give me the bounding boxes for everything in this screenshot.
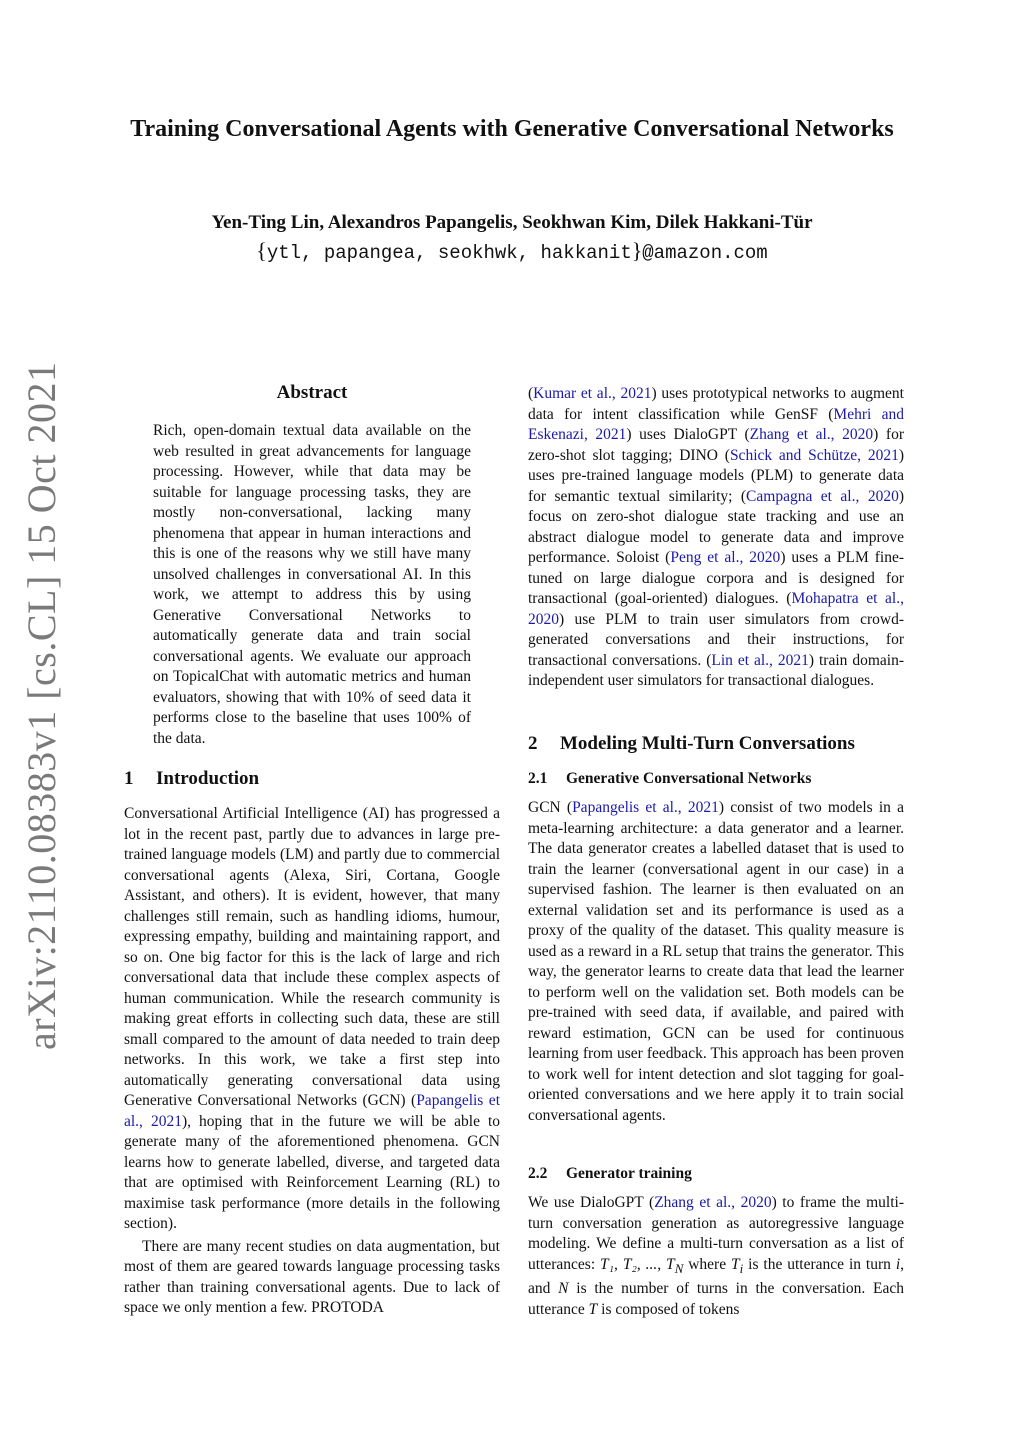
gen-lead: We use DialoGPT ( bbox=[528, 1194, 655, 1211]
citation-link[interactable]: Papangelis et al., 2021 bbox=[124, 1092, 500, 1130]
gcn-paragraph bbox=[528, 798, 904, 1126]
email-domain: @amazon.com bbox=[642, 242, 768, 264]
gen-math-sub: N bbox=[674, 1260, 684, 1276]
related-text: ) use PLM to train user simulators from crowd-generated conversations and their instructions, for transactional conversations. ( bbox=[528, 610, 904, 669]
gen-math: T bbox=[731, 1255, 740, 1273]
related-text: ) train domain-independent user simulators for transactional dialogues. bbox=[528, 651, 904, 689]
gen-text: is composed of tokens bbox=[597, 1300, 740, 1318]
related-work-body bbox=[528, 384, 904, 692]
email-open-brace: { bbox=[256, 238, 267, 263]
citation-link[interactable]: Mohapatra et al., 2020 bbox=[528, 590, 904, 628]
email-close-brace: } bbox=[631, 238, 643, 263]
gen-math: i bbox=[895, 1255, 901, 1273]
intro-number: 1 bbox=[124, 768, 134, 789]
subsection-2-1-number: 2.1 bbox=[528, 770, 548, 787]
gen-text: where bbox=[683, 1255, 731, 1273]
subsection-2-2-title: Generator training bbox=[566, 1165, 692, 1182]
gcn-text: ) consist of two models in a meta-learning architecture: a data generator and a learner. The data generator creates a labelled dataset that is used to train the learner (conversational agent in our case) in a supervised fashion. The learner is then evaluated on an external validation set and its performance is used as a proxy of the quality of the dataset. This quality measure is used as a reward in a RL setup that trains the generator. This way, the generator learns to create data that lead the learner to perform well on the validation set. Both models can be pre-trained with seed data, if available, and paired with reward estimation, GCN can be used for continuous learning from user feedback. This approach has been proven to work well for intent detection and slot tagging for goal-oriented conversations and we here apply it to train social conversational agents. bbox=[528, 799, 904, 1124]
citation-link[interactable]: Campagna et al., 2020 bbox=[746, 487, 899, 505]
author-emails bbox=[80, 238, 944, 264]
intro-p1-text-b: ), hoping that in the future we will be able to generate many of the aforementioned phenomena. GCN learns how to generate labelled, diverse, and targeted data that are optimised with Reinforcement Learning (RL) to maximise task performance (more details in the following section). bbox=[124, 1112, 501, 1232]
related-paragraph: (Kumar et al., 2021) uses prototypical networks to augment data for intent classification while GenSF (Mehri and Eskenazi, 2021) uses DialoGPT (Zhang et al., 2020) for zero-shot slot tagging; DINO (Schick and Schütze, 2021) uses pre-trained language models (PLM) to generate data for semantic textual similarity; (Campagna et al., 2020) focus on zero-shot dialogue state tracking and use an abstract dialogue model to generate data and improve performance. Soloist (Peng et al., 2020) uses a PLM fine-tuned on large dialogue corpora and is designed for transactional (goal-oriented) dialogues. (Mohapatra et al., 2020) use PLM to train user simulators from crowd-generated conversations and their instructions, for transactional conversations. (Lin et al., 2021) train domain-independent user simulators for transactional dialogues. bbox=[528, 385, 904, 689]
section-2-title: Modeling Multi-Turn Conversations bbox=[560, 733, 855, 754]
gen-text: is the number of turns in the conversation. Each utterance bbox=[528, 1280, 904, 1318]
intro-p1-text-a: Conversational Artificial Intelligence (AI) has progressed a lot in the recent past, partly due to advances in large pre-trained language models (LM) and partly due to commercial conversational agents (Alexa, Siri, Cortana, Google Assistant, and others). It is evident, however, that many challenges still remain, such as handling idioms, humour, expressing empathy, building and maintaining rapport, and so on. One big factor for this is the lack of large and rich conversational data that include these complex aspects of human communication. While the research community is making great efforts in collecting such data, these are still small compared to the amount of data needed to train deep networks. In this work, we take a first step into automatically generating conversational data using Generative Conversational Networks (GCN) ( bbox=[124, 805, 500, 1109]
author-list: Yen-Ting Lin, Alexandros Papangelis, Seokhwan Kim, Dilek Hakkani-Tür bbox=[211, 212, 813, 233]
related-text: ) for zero-shot slot tagging; DINO ( bbox=[528, 426, 904, 464]
gen-math: T₁, T₂, ..., T bbox=[600, 1255, 675, 1273]
intro-title: Introduction bbox=[156, 768, 260, 789]
section-2-heading bbox=[528, 733, 855, 755]
arxiv-identifier: arXiv:2110.08383v1 [cs.CL] 15 Oct 2021 bbox=[19, 361, 64, 1050]
intro-paragraph-2: There are many recent studies on data augmentation, but most of them are geared towards language processing tasks rather than training conversational agents. Due to lack of space we only mention a few. PROTODA bbox=[124, 1237, 500, 1316]
related-text: ) uses a PLM fine-tuned on large dialogue corpora and is designed for transactional (goal-oriented) dialogues. ( bbox=[528, 549, 904, 607]
related-text: ) uses DialoGPT ( bbox=[626, 426, 750, 443]
gen-text: ) to frame the multi-turn conversation generation as autoregressive language modeling. We define a multi-turn conversation as a list of utterances: bbox=[528, 1194, 904, 1273]
gen-math: T bbox=[588, 1300, 598, 1318]
citation-link[interactable]: Lin et al., 2021 bbox=[711, 651, 809, 669]
generator-body bbox=[528, 1193, 904, 1320]
gen-math-sub: i bbox=[739, 1260, 744, 1276]
subsection-2-1-title: Generative Conversational Networks bbox=[566, 770, 812, 787]
intro-paragraph-1 bbox=[124, 804, 500, 1235]
citation-link[interactable]: Schick and Schütze, 2021 bbox=[729, 446, 899, 464]
gcn-lead: GCN ( bbox=[528, 799, 573, 816]
subsection-2-1-heading bbox=[528, 770, 811, 788]
intro-heading bbox=[124, 768, 259, 790]
section-2-number: 2 bbox=[528, 733, 538, 754]
citation-link[interactable]: Zhang et al., 2020 bbox=[654, 1194, 772, 1211]
citation-link[interactable]: Mehri and Eskenazi, 2021 bbox=[528, 405, 904, 443]
intro-body bbox=[124, 804, 500, 1319]
subsection-2-2-heading bbox=[528, 1165, 692, 1183]
abstract-text: Rich, open-domain textual data available on the web resulted in great advancements for language processing. However, while that data may be suitable for language processing tasks, they are mostly non-conversational, lacking many phenomena that appear in human interactions and this is one of the reasons why we still have many unsolved challenges in conversational AI. In this work, we attempt to address this by using Generative Conversational Networks to automatically generate data and train social conversational agents. We evaluate our approach on TopicalChat with automatic metrics and human evaluators, showing that with 10% of seed data it performs close to the baseline that uses 100% of the data. bbox=[153, 422, 471, 747]
citation-link[interactable]: Papangelis et al., 2021 bbox=[572, 799, 719, 816]
citation-link[interactable]: Kumar et al., 2021 bbox=[533, 385, 652, 402]
citation-link[interactable]: Zhang et al., 2020 bbox=[749, 426, 874, 443]
gen-text: is the utterance in turn bbox=[743, 1255, 896, 1273]
email-names: ytl, papangea, seokhwk, hakkanit bbox=[266, 242, 632, 264]
gen-math: N bbox=[558, 1280, 569, 1298]
abstract-heading: Abstract bbox=[276, 382, 348, 403]
related-text: ) uses prototypical networks to augment data for intent classification while GenSF ( bbox=[528, 385, 904, 423]
generator-paragraph bbox=[528, 1193, 904, 1320]
related-text: ) uses pre-trained language models (PLM) to generate data for semantic textual similarity; ( bbox=[528, 446, 904, 505]
gen-text: , and bbox=[528, 1255, 904, 1298]
gcn-body bbox=[528, 798, 904, 1126]
paper-title: Training Conversational Agents with Generative Conversational Networks bbox=[130, 116, 894, 142]
subsection-2-2-number: 2.2 bbox=[528, 1165, 548, 1182]
related-text: ) focus on zero-shot dialogue state tracking and use an abstract dialogue model to generate data and improve performance. Soloist ( bbox=[528, 487, 904, 566]
citation-link[interactable]: Peng et al., 2020 bbox=[670, 549, 781, 566]
